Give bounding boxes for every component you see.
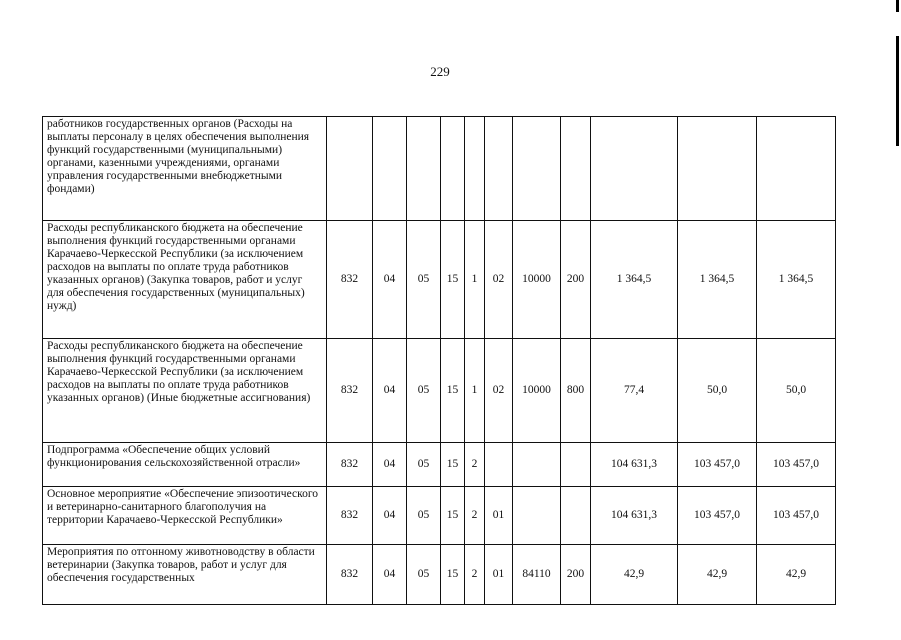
section-code [373,117,407,221]
section-code: 04 [373,545,407,605]
subprogram-code: 2 [465,487,485,545]
amount-year-1 [591,117,678,221]
activity-code [485,117,513,221]
subsection-code: 05 [407,221,441,339]
expense-name: Расходы республиканского бюджета на обеспечение выполнения функций государственными органами Карачаево-Черкесской Республики (за исключением расходов на выплаты по оплате труда работников указанных органов) (Иные бюджетные ассигнования) [43,339,327,443]
amount-year-3: 103 457,0 [757,443,836,487]
program-code: 15 [441,487,465,545]
subprogram-code [465,117,485,221]
direction-code [513,443,561,487]
amount-year-2: 1 364,5 [678,221,757,339]
program-code: 15 [441,221,465,339]
expense-type-code [561,443,591,487]
page-number: 229 [430,64,450,79]
subprogram-code: 1 [465,221,485,339]
amount-year-2: 42,9 [678,545,757,605]
section-code: 04 [373,221,407,339]
program-code: 15 [441,443,465,487]
table-row [43,339,836,443]
amount-year-2 [678,117,757,221]
table-row [43,545,836,605]
amount-year-2: 50,0 [678,339,757,443]
ministry-code: 832 [327,487,373,545]
scan-edge-mark-top [896,0,899,12]
amount-year-1: 42,9 [591,545,678,605]
subprogram-code: 2 [465,545,485,605]
ministry-code: 832 [327,443,373,487]
direction-code [513,117,561,221]
ministry-code: 832 [327,545,373,605]
expense-name: Мероприятия по отгонному животноводству в области ветеринарии (Закупка товаров, работ и услуг для обеспечения государственных [43,545,327,605]
amount-year-1: 104 631,3 [591,443,678,487]
subsection-code: 05 [407,443,441,487]
amount-year-1: 1 364,5 [591,221,678,339]
activity-code [485,443,513,487]
section-code: 04 [373,443,407,487]
table-row [43,117,836,221]
expense-type-code: 200 [561,221,591,339]
amount-year-3 [757,117,836,221]
activity-code: 02 [485,221,513,339]
section-code: 04 [373,487,407,545]
table-row [43,487,836,545]
table-row [43,221,836,339]
direction-code: 84110 [513,545,561,605]
activity-code: 01 [485,487,513,545]
budget-table [42,116,836,605]
program-code: 15 [441,545,465,605]
expense-type-code: 200 [561,545,591,605]
subprogram-code: 2 [465,443,485,487]
scan-edge-mark-side [896,36,899,146]
ministry-code: 832 [327,221,373,339]
section-code: 04 [373,339,407,443]
amount-year-2: 103 457,0 [678,487,757,545]
program-code [441,117,465,221]
activity-code: 02 [485,339,513,443]
expense-name: работников государственных органов (Расходы на выплаты персоналу в целях обеспечения выполнения функций государственными (муниципальными) органами, казенными учреждениями, органами управления государственными внебюджетными фондами) [43,117,327,221]
expense-name: Основное мероприятие «Обеспечение эпизоотического и ветеринарно-санитарного благополучия на территории Карачаево-Черкесской Республики» [43,487,327,545]
subsection-code: 05 [407,487,441,545]
subsection-code: 05 [407,339,441,443]
activity-code: 01 [485,545,513,605]
expense-type-code: 800 [561,339,591,443]
program-code: 15 [441,339,465,443]
amount-year-3: 1 364,5 [757,221,836,339]
amount-year-1: 104 631,3 [591,487,678,545]
ministry-code [327,117,373,221]
direction-code: 10000 [513,339,561,443]
subprogram-code: 1 [465,339,485,443]
expense-name: Расходы республиканского бюджета на обеспечение выполнения функций государственными органами Карачаево-Черкесской Республики (за исключением расходов на выплаты по оплате труда работников указанных органов) (Закупка товаров, работ и услуг для обеспечения государственных (муниципальных) нужд) [43,221,327,339]
amount-year-2: 103 457,0 [678,443,757,487]
amount-year-3: 103 457,0 [757,487,836,545]
expense-name: Подпрограмма «Обеспечение общих условий функционирования сельскохозяйственной отрасли» [43,443,327,487]
amount-year-1: 77,4 [591,339,678,443]
expense-type-code [561,117,591,221]
direction-code [513,487,561,545]
ministry-code: 832 [327,339,373,443]
subsection-code [407,117,441,221]
table-row [43,443,836,487]
direction-code: 10000 [513,221,561,339]
expense-type-code [561,487,591,545]
amount-year-3: 42,9 [757,545,836,605]
amount-year-3: 50,0 [757,339,836,443]
subsection-code: 05 [407,545,441,605]
